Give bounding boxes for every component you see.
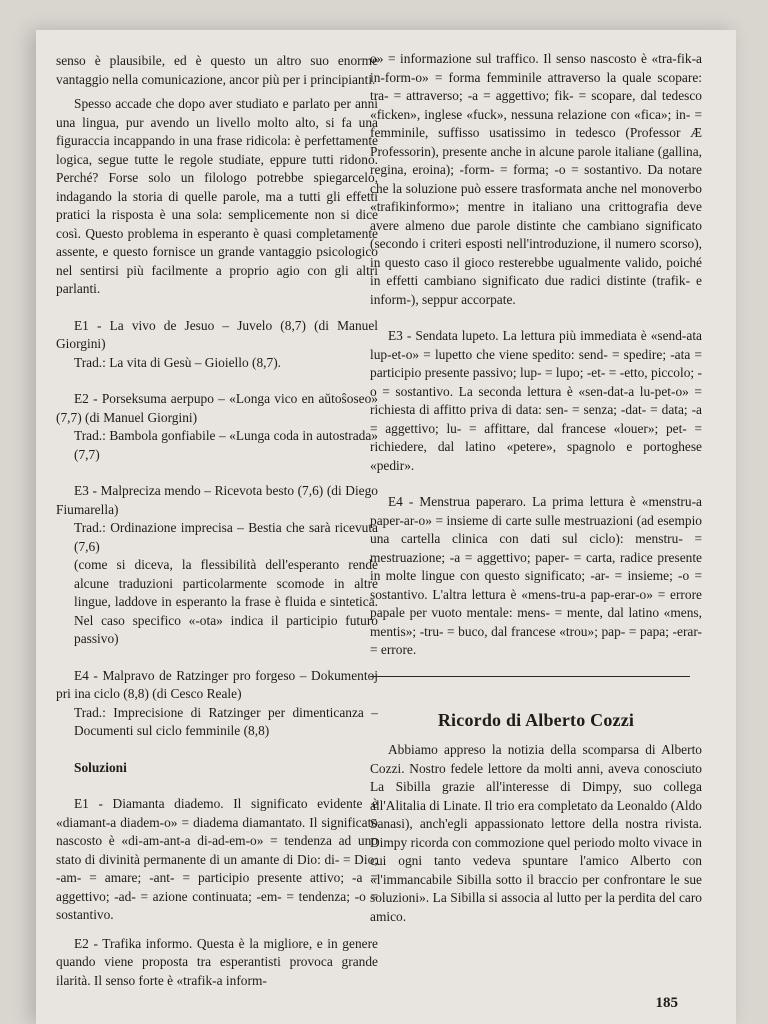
right-column xyxy=(370,50,702,926)
article-title: Ricordo di Alberto Cozzi xyxy=(437,709,635,730)
example-e1-translation: Trad.: La vita di Gesù – Gioiello (8,7). xyxy=(74,354,282,370)
example-e4: E4 - Malpravo de Ratzinger pro forgeso – Dokumentoj pri ina ciclo (8,8) (di Cesco Reale) xyxy=(56,667,378,701)
example-e2-translation: Trad.: Bambola gonfiabile – «Lunga coda in autostrada» (7,7) xyxy=(74,428,378,462)
example-e3: E3 - Malpreciza mendo – Ricevota besto (7,6) (di Diego Fiumarella) xyxy=(56,483,378,517)
page-number: 185 xyxy=(655,995,678,1011)
section-divider xyxy=(370,676,690,677)
solutions-heading: Soluzioni xyxy=(74,759,127,775)
example-e4-translation: Trad.: Imprecisione di Ratzinger per dimenticanza – Documenti sul ciclo femminile (8,8) xyxy=(74,704,378,738)
article-body: Abbiamo appreso la notizia della scomparsa di Alberto Cozzi. Nostro fedele lettore da molti anni, aveva conosciuto La Sibilla grazie all'interesse di Dimpy, suo collega all'Alitalia di Linate. Il trio era completato da Leonaldo (Aldo Sanasi), anch'egli appassionato lettore della nostra rivista. Dimpy ricorda con commozione quel periodo molto vivace in cui ogni tanto vedeva spuntare l'amico Alberto con «l'immancabile Sibilla sotto il braccio per confrontare le sue soluzioni». La Sibilla si associa al lutto per la perdita del caro amico. xyxy=(370,742,702,924)
book-page xyxy=(36,30,736,1024)
solution-e4: E4 - Menstrua paperaro. La prima lettura è «menstru-a paper-ar-o» = insieme di carte sulle mestruazioni (ad esempio una cartella clinica con dati sul ciclo): menstru- = mestruazione; -a = aggettivo; paper- = carta, radice presente in molte lingue con questo significato; -ar- = insieme; -o = sostantivo. L'altra lettura è «mens-tru-a pap-erar-o» = errore papale per vuoto mentale: mens- = mente, dal latino «mens, mentis»; -tru- = buco, dal francese «trou»; pap- = papa; -erar- = errore. xyxy=(370,494,702,657)
example-e3-translation: Trad.: Ordinazione imprecisa – Bestia che sarà ricevuta (7,6) xyxy=(74,520,378,554)
solution-e3: E3 - Sendata lupeto. La lettura più immediata è «send-ata lup-et-o» = lupetto che viene spedito: send- = spedire; -ata = participio presente passivo; lup- = lupo; -et- = -etto, piccolo; -o = sostantivo. La seconda lettura è «sen-dat-a lu-pet-o» = richiesta di affitto priva di data: sen- = senza; -dat- = data; -a = aggettivo; lu- = affittare, dal francese «louer»; pet- = richiedere, dal latino «petere», spagnolo e portoghese «pedir». xyxy=(370,328,702,473)
left-column xyxy=(56,52,378,990)
intro-paragraph-2: Spesso accade che dopo aver studiato e parlato per anni una lingua, pur avendo un livello molto alto, si fa una figuraccia incappando in una frase ridicola: è perfettamente logica, segue tutte le regole studiate, eppure tutti ridono. Perché? Forse solo un filologo potrebbe spiegarcelo, indagando la storia di quelle parole, ma a tutti gli effetti pratici la risposta è una sola: semplicemente non si dice così. Questo problema in esperanto è quasi completamente assente, e questo fornisce un grande vantaggio psicologico nel sentirsi più facilmente a proprio agio con gli altri parlanti. xyxy=(56,96,378,296)
solution-e1: E1 - Diamanta diademo. Il significato evidente è «diamant-a diadem-o» = diadema diamantato. Il significato nascosto è «di-am-ant-a di-ad-em-o» = tendenza ad uno stato di divinità permanente di un amante di Dio: di- = Dio; -am- = amare; -ant- = participio presente attivo; -a = aggettivo; -ad- = azione continuata; -em- = tendenza; -o = sostantivo. xyxy=(56,796,378,922)
example-e1: E1 - La vivo de Jesuo – Juvelo (8,7) (di Manuel Giorgini) xyxy=(56,317,378,351)
example-e2: E2 - Porseksuma aerpupo – «Longa vico en aŭtoŝoseo» (7,7) (di Manuel Giorgini) xyxy=(56,391,378,425)
intro-paragraph-continued: senso è plausibile, ed è questo un altro suo enorme vantaggio nella comunicazione, ancor più per i principianti. xyxy=(56,53,378,87)
solution-e2: E2 - Trafika informo. Questa è la migliore, e in genere quando viene proposta tra esperantisti provoca grande ilarità. Il senso forte è «trafik-a inform- xyxy=(56,935,378,988)
solution-e2-continued: o» = informazione sul traffico. Il senso nascosto è «tra-fik-a in-form-o» = forma femminile attraverso la quale scopare: tra- = attraverso; -a = aggettivo; fik- = scopare, dal tedesco «ficken», inglese «fuck», nessuna relazione con «fica»; in- = femminile, suffisso usatissimo in tedesco (Professor Æ Professorin), presente anche in alcune parole italiane (gallina, regina, eroina); -form- = forma; -o = sostantivo. Da notare che la soluzione può essere trasformata anche nel monoverbo «trafikinformo»; mentre in italiano una crittografia deve avere almeno due parole distinte che cambiano significato (secondo i criteri esposti nell'introduzione, il numero scorso), in questo caso il gioco resterebbe ugualmente valido, poiché in effetti cambiano significato due radici distinte (trafik- e inform-), seppur accorpate. xyxy=(370,51,702,307)
example-e3-note: (come si diceva, la flessibilità dell'esperanto rende alcune traduzioni particolarmente scomode in altre lingue, laddove in esperanto la frase è fluida e sintetica. Nel caso specifico «-ota» indica il participio futuro passivo) xyxy=(74,557,378,646)
